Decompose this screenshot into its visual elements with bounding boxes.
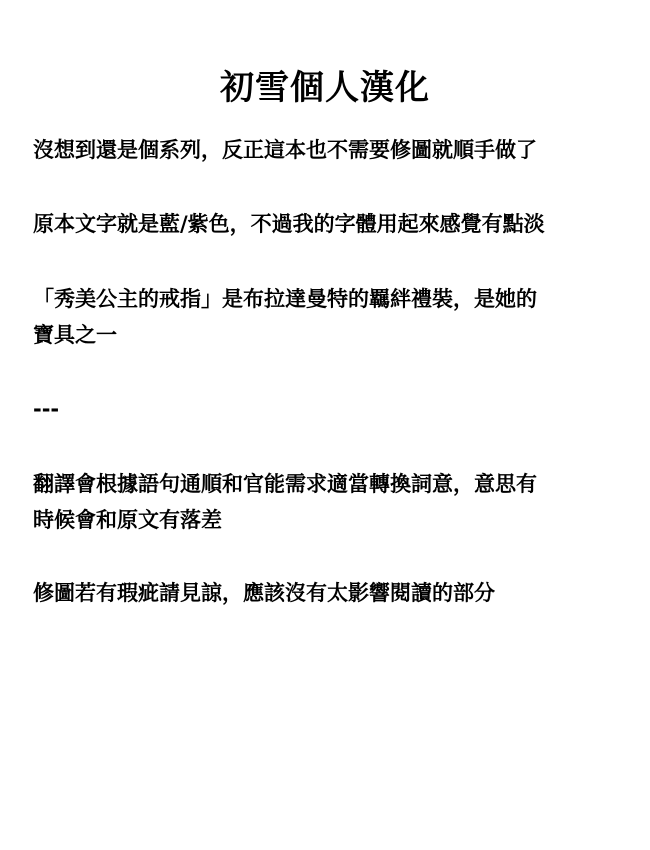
note-line: 修圖若有瑕疵請見諒，應該沒有太影響閱讀的部分: [33, 581, 495, 605]
note-line: 寶具之一: [33, 323, 117, 347]
note-paragraph-series: [33, 132, 633, 168]
note-paragraph-editing: [33, 575, 633, 611]
note-line: 「秀美公主的戒指」是布拉達曼特的羈絆禮裝，是她的: [33, 287, 537, 311]
note-paragraph-font: [33, 206, 633, 242]
page-title: 初雪個人漢化: [220, 68, 430, 108]
note-line: 翻譯會根據語句通順和官能需求適當轉換詞意，意思有: [33, 472, 537, 496]
divider-text: ---: [33, 397, 60, 421]
note-line: 時候會和原文有落差: [33, 508, 222, 532]
note-paragraph-translation: [33, 466, 633, 538]
note-divider: [33, 391, 633, 427]
note-line: 原本文字就是藍/紫色，不過我的字體用起來感覺有點淡: [33, 212, 545, 236]
note-paragraph-ring: [33, 281, 633, 353]
note-line: 沒想到還是個系列，反正這本也不需要修圖就順手做了: [33, 138, 537, 162]
